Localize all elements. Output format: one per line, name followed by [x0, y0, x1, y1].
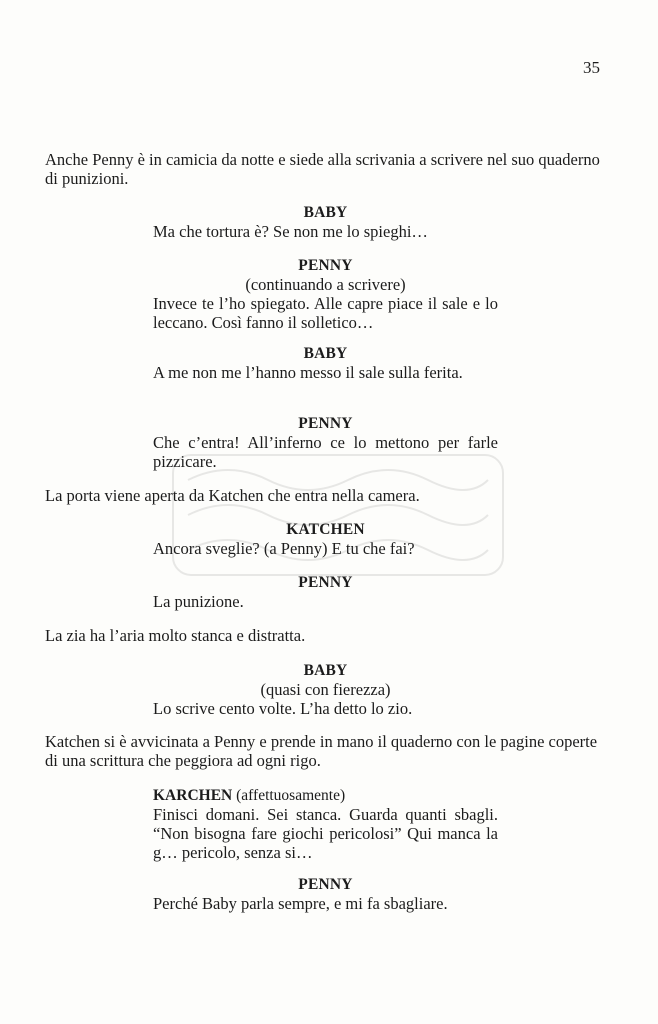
- stage-direction: [45, 150, 605, 188]
- stage-direction-text: Anche Penny è in camicia da notte e siede alla scrivania a scrivere nel suo quaderno di punizioni.: [45, 150, 600, 188]
- speaker-name: KARCHEN: [153, 787, 233, 804]
- dialogue-block: [153, 203, 498, 241]
- speaker-name: PENNY: [298, 574, 353, 591]
- speaker-name: PENNY: [298, 415, 353, 432]
- speaker-name: KATCHEN: [286, 521, 365, 538]
- parenthetical: (affettuosamente): [236, 787, 346, 804]
- speech-text: Lo scrive cento volte. L’ha detto lo zio.: [153, 699, 413, 718]
- speaker-name: PENNY: [298, 257, 353, 274]
- stage-direction-text: Katchen si è avvicinata a Penny e prende in mano il quaderno con le pagine coperte di una scrittura che peggiora ad ogni rigo.: [45, 732, 598, 770]
- stage-direction-text: La zia ha l’aria molto stanca e distratta.: [45, 626, 306, 645]
- watermark-stamp: [168, 450, 508, 580]
- dialogue-block: [153, 256, 498, 332]
- dialogue-block: [153, 875, 498, 913]
- stage-direction: [45, 626, 605, 645]
- speech-text: Che c’entra! All’inferno ce lo mettono per farle pizzicare.: [153, 433, 498, 471]
- speech-text: Perché Baby parla sempre, e mi fa sbagliare.: [153, 894, 448, 913]
- speech-text: A me non me l’hanno messo il sale sulla ferita.: [153, 363, 463, 382]
- dialogue-block: [153, 786, 498, 862]
- speaker-name: BABY: [303, 345, 348, 362]
- dialogue-block: [153, 661, 498, 718]
- speaker-name: PENNY: [298, 876, 353, 893]
- parenthetical: (quasi con fierezza): [260, 680, 391, 699]
- stage-direction-text: La porta viene aperta da Katchen che entra nella camera.: [45, 486, 420, 505]
- speaker-name: BABY: [303, 204, 348, 221]
- speaker-line: [153, 786, 498, 805]
- stage-direction: [45, 732, 605, 770]
- speech-text: Ancora sveglie? (a Penny) E tu che fai?: [153, 539, 415, 558]
- speech-text: La punizione.: [153, 592, 244, 611]
- speech-text: Ma che tortura è? Se non me lo spieghi…: [153, 222, 428, 241]
- dialogue-block: [153, 344, 498, 382]
- page-number: 35: [583, 58, 600, 77]
- speech-text: Invece te l’ho spiegato. Alle capre piace il sale e lo leccano. Così fanno il solletico…: [153, 294, 498, 332]
- parenthetical: (continuando a scrivere): [245, 275, 406, 294]
- speaker-name: BABY: [303, 662, 348, 679]
- speech-text: Finisci domani. Sei stanca. Guarda quanti sbagli. “Non bisogna fare giochi pericolosi” Qui manca la g… pericolo, senza si…: [153, 805, 498, 862]
